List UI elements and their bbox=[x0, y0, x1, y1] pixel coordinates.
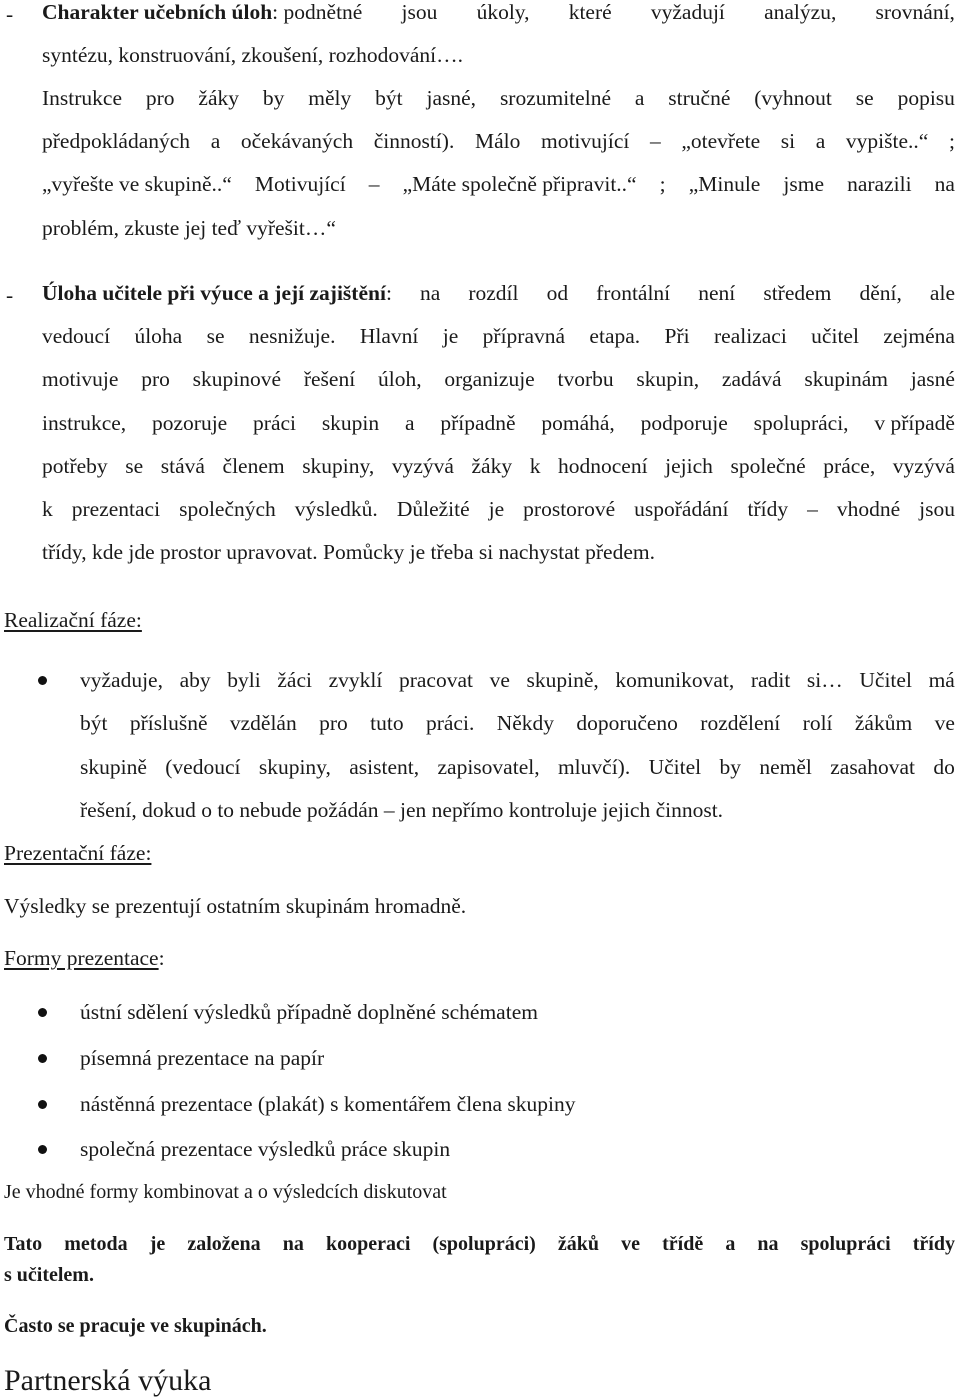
word: se bbox=[125, 454, 144, 478]
word: analýzu, bbox=[764, 0, 837, 24]
item2-line-2 bbox=[42, 326, 955, 348]
word: společné bbox=[730, 454, 806, 478]
word: srovnání, bbox=[875, 0, 955, 24]
word: byli bbox=[227, 668, 261, 692]
formy-item: ústní sdělení výsledků případně doplněné schématem bbox=[80, 1000, 538, 1024]
word: neměl bbox=[759, 755, 812, 779]
section-heading-partnerska-vyuka: Partnerská výuka bbox=[4, 1364, 212, 1397]
word: vhodné bbox=[836, 497, 901, 521]
word: vyžadují bbox=[650, 0, 725, 24]
summary-line-1 bbox=[4, 1234, 955, 1254]
word: skupinám bbox=[804, 367, 888, 391]
word: je bbox=[442, 324, 459, 348]
word: skupinové bbox=[192, 367, 282, 391]
word: práce, bbox=[823, 454, 876, 478]
word: Málo bbox=[474, 129, 521, 153]
word: předpokládaných bbox=[42, 129, 191, 153]
word: : podnětné bbox=[272, 0, 363, 24]
word: vyzývá bbox=[391, 454, 454, 478]
word: na bbox=[282, 1233, 304, 1255]
word: učitel bbox=[811, 324, 859, 348]
word: zejména bbox=[883, 324, 955, 348]
word: třídy bbox=[912, 1233, 955, 1255]
word: pro bbox=[145, 86, 175, 110]
word: Motivující bbox=[254, 172, 346, 196]
word: motivuje bbox=[42, 367, 119, 391]
word: na bbox=[934, 172, 955, 196]
word: jsme bbox=[783, 172, 825, 196]
word: Někdy bbox=[496, 711, 555, 735]
word: se bbox=[206, 324, 225, 348]
word: případně bbox=[440, 411, 516, 435]
word: tvorbu bbox=[557, 367, 614, 391]
word: jasné, bbox=[426, 86, 477, 110]
realizacni-line-1 bbox=[80, 670, 955, 692]
word: frontální bbox=[596, 281, 671, 305]
word: se bbox=[855, 86, 874, 110]
word: srozumitelné bbox=[499, 86, 611, 110]
word: komunikovat, bbox=[615, 668, 735, 692]
word: třídě bbox=[662, 1233, 704, 1255]
word: výsledků. bbox=[294, 497, 378, 521]
item1-line-4 bbox=[42, 131, 955, 153]
word: popisu bbox=[897, 86, 955, 110]
word: mluvčí). bbox=[557, 755, 631, 779]
word: jsou bbox=[919, 497, 955, 521]
word: jejich bbox=[665, 454, 713, 478]
item2-line-7: třídy, kde jde prostor upravovat. Pomůcky je třeba si nachystat předem. bbox=[42, 540, 655, 564]
word: vyzývá bbox=[892, 454, 955, 478]
word: být bbox=[375, 86, 403, 110]
word: úkoly, bbox=[476, 0, 530, 24]
realizacni-line-3 bbox=[80, 757, 955, 779]
formy-item: nástěnná prezentace (plakát) s komentářem člena skupiny bbox=[80, 1092, 576, 1116]
word: – bbox=[649, 129, 661, 153]
word: ve bbox=[489, 668, 510, 692]
word: – bbox=[368, 172, 380, 196]
word: si bbox=[780, 129, 796, 153]
word: metoda bbox=[64, 1233, 128, 1255]
word: a bbox=[210, 129, 221, 153]
word: spolupráci, bbox=[753, 411, 849, 435]
word: by bbox=[719, 755, 741, 779]
word: pomáhá, bbox=[541, 411, 615, 435]
word: k bbox=[42, 497, 53, 521]
word: spolupráci bbox=[800, 1233, 891, 1255]
word: Učitel bbox=[648, 755, 702, 779]
word: jasné bbox=[910, 367, 955, 391]
word: „Máte společně připravit..“ bbox=[402, 172, 637, 196]
formy-note: Je vhodné formy kombinovat a o výsledcích diskutovat bbox=[4, 1181, 447, 1203]
word: Tato bbox=[4, 1233, 43, 1255]
word: zasahovat bbox=[830, 755, 915, 779]
word: asistent, bbox=[349, 755, 420, 779]
word: očekávaných bbox=[240, 129, 354, 153]
word: si… bbox=[806, 668, 843, 692]
word: členem bbox=[222, 454, 285, 478]
word: skupině, bbox=[526, 668, 599, 692]
word: pozoruje bbox=[152, 411, 228, 435]
word: přípravná bbox=[482, 324, 566, 348]
word: hodnocení bbox=[558, 454, 648, 478]
word: do bbox=[933, 755, 955, 779]
word: ve bbox=[621, 1233, 641, 1255]
word: a bbox=[404, 411, 415, 435]
word: rozdíl bbox=[468, 281, 519, 305]
word: zvyklí bbox=[328, 668, 383, 692]
word: vzdělán bbox=[229, 711, 297, 735]
prezentacni-text: Výsledky se prezentují ostatním skupinám hromadně. bbox=[4, 894, 467, 918]
word: dění, bbox=[859, 281, 902, 305]
realizacni-line-4: řešení, dokud o to nebude požádán – jen nepřímo kontroluje jejich činnost. bbox=[80, 798, 724, 822]
word: Instrukce bbox=[42, 86, 122, 110]
word: od bbox=[546, 281, 569, 305]
word: kooperaci bbox=[325, 1233, 411, 1255]
item2-dash: - bbox=[6, 283, 14, 307]
item1-line-3 bbox=[42, 88, 955, 110]
word: (spolupráci) bbox=[432, 1233, 536, 1255]
prezentacni-heading: Prezentační fáze: bbox=[4, 841, 152, 865]
item2-line-5 bbox=[42, 456, 955, 478]
word: doporučeno bbox=[576, 711, 678, 735]
word: – bbox=[807, 497, 818, 521]
item1-term: Charakter učebních úloh bbox=[42, 0, 273, 24]
word: pro bbox=[141, 367, 170, 391]
word: ve bbox=[934, 711, 955, 735]
word: žáky bbox=[198, 86, 240, 110]
word: stává bbox=[160, 454, 205, 478]
word: zapisovatel, bbox=[437, 755, 540, 779]
word: skupiny, bbox=[302, 454, 375, 478]
formy-heading bbox=[4, 948, 165, 970]
word: je bbox=[149, 1233, 166, 1255]
word: rozdělení bbox=[700, 711, 781, 735]
word: žákům bbox=[854, 711, 913, 735]
word: rolí bbox=[802, 711, 833, 735]
word: etapa. bbox=[589, 324, 641, 348]
item1-line-5 bbox=[42, 174, 955, 196]
word: (vyhnout bbox=[754, 86, 832, 110]
item2-line-4 bbox=[42, 413, 955, 435]
word: uspořádání bbox=[634, 497, 729, 521]
word: „vyřešte ve skupině..“ bbox=[42, 172, 232, 196]
word: žáci bbox=[277, 668, 312, 692]
word: středem bbox=[763, 281, 832, 305]
word: a bbox=[634, 86, 645, 110]
word: motivující bbox=[540, 129, 630, 153]
word: by bbox=[262, 86, 285, 110]
word: práci bbox=[253, 411, 296, 435]
word: podporuje bbox=[640, 411, 728, 435]
realizacni-heading: Realizační fáze: bbox=[4, 608, 142, 632]
word: organizuje bbox=[444, 367, 535, 391]
word: skupiny, bbox=[258, 755, 331, 779]
word: úloh, bbox=[377, 367, 422, 391]
word: Při bbox=[664, 324, 690, 348]
word: ; bbox=[659, 172, 666, 196]
word: jsou bbox=[401, 0, 438, 24]
word: narazili bbox=[847, 172, 912, 196]
word: řešení bbox=[303, 367, 356, 391]
word: Důležité bbox=[396, 497, 470, 521]
word: stručné bbox=[668, 86, 731, 110]
formy-item: písemná prezentace na papír bbox=[80, 1046, 325, 1070]
item2-term: Úloha učitele při výuce a její zajištění bbox=[42, 281, 386, 305]
word: úloha bbox=[134, 324, 183, 348]
word: na bbox=[757, 1233, 779, 1255]
word: má bbox=[928, 668, 955, 692]
word: práci. bbox=[425, 711, 475, 735]
word: v případě bbox=[874, 411, 955, 435]
word: Hlavní bbox=[359, 324, 419, 348]
word: a bbox=[815, 129, 826, 153]
word: skupin, bbox=[636, 367, 700, 391]
word: skupin bbox=[321, 411, 380, 435]
word: skupině bbox=[80, 755, 147, 779]
word: ; bbox=[948, 129, 955, 153]
word: vedoucí bbox=[42, 324, 111, 348]
item1-line-1 bbox=[42, 2, 955, 24]
formy-item: společná prezentace výsledků práce skupin bbox=[80, 1137, 451, 1161]
word: „Minule bbox=[688, 172, 761, 196]
word: realizaci bbox=[714, 324, 787, 348]
word: prezentaci bbox=[71, 497, 161, 521]
word: tuto bbox=[370, 711, 404, 735]
word: Učitel bbox=[859, 668, 912, 692]
word: třídy bbox=[747, 497, 789, 521]
word: není bbox=[698, 281, 736, 305]
word: pracovat bbox=[398, 668, 473, 692]
word: (vedoucí bbox=[165, 755, 241, 779]
word: být bbox=[80, 711, 108, 735]
word: žáky bbox=[471, 454, 513, 478]
item2-line-3 bbox=[42, 369, 955, 391]
item1-dash: - bbox=[6, 2, 14, 26]
word: které bbox=[568, 0, 612, 24]
word: a bbox=[725, 1233, 736, 1255]
word: měly bbox=[308, 86, 352, 110]
word: vyžaduje, bbox=[80, 668, 163, 692]
word: aby bbox=[179, 668, 211, 692]
word: žáků bbox=[557, 1233, 600, 1255]
word: ale bbox=[929, 281, 955, 305]
bullet-icon bbox=[38, 1008, 47, 1017]
word: založena bbox=[187, 1233, 261, 1255]
bullet-icon bbox=[38, 1054, 47, 1063]
bullet-icon bbox=[38, 1100, 47, 1109]
word: na bbox=[419, 281, 441, 305]
item2-line-1 bbox=[42, 283, 955, 305]
word: k bbox=[529, 454, 541, 478]
word: vypište..“ bbox=[845, 129, 929, 153]
word: radit bbox=[750, 668, 791, 692]
word: společných bbox=[179, 497, 276, 521]
summary-line-3: Často se pracuje ve skupinách. bbox=[4, 1315, 267, 1337]
word: instrukce, bbox=[42, 411, 127, 435]
realizacni-line-2 bbox=[80, 713, 955, 735]
word: příslušně bbox=[129, 711, 208, 735]
word: je bbox=[488, 497, 505, 521]
bullet-icon bbox=[38, 1145, 47, 1154]
word: : bbox=[385, 281, 392, 305]
word: pro bbox=[319, 711, 348, 735]
formy-heading-colon: : bbox=[158, 946, 165, 970]
word: prostorové bbox=[523, 497, 616, 521]
formy-heading-text: Formy prezentace bbox=[4, 946, 159, 970]
word: „otevřete bbox=[681, 129, 761, 153]
word: nesnižuje. bbox=[248, 324, 336, 348]
word: činností). bbox=[373, 129, 455, 153]
item2-line-6 bbox=[42, 499, 955, 521]
bullet-icon bbox=[38, 676, 47, 685]
item1-line-6: problém, zkuste jej teď vyřešit…“ bbox=[42, 216, 336, 240]
summary-line-2: s učitelem. bbox=[4, 1264, 94, 1286]
word: potřeby bbox=[42, 454, 108, 478]
item1-line-2: syntézu, konstruování, zkoušení, rozhodování…. bbox=[42, 43, 463, 67]
word: zadává bbox=[721, 367, 782, 391]
